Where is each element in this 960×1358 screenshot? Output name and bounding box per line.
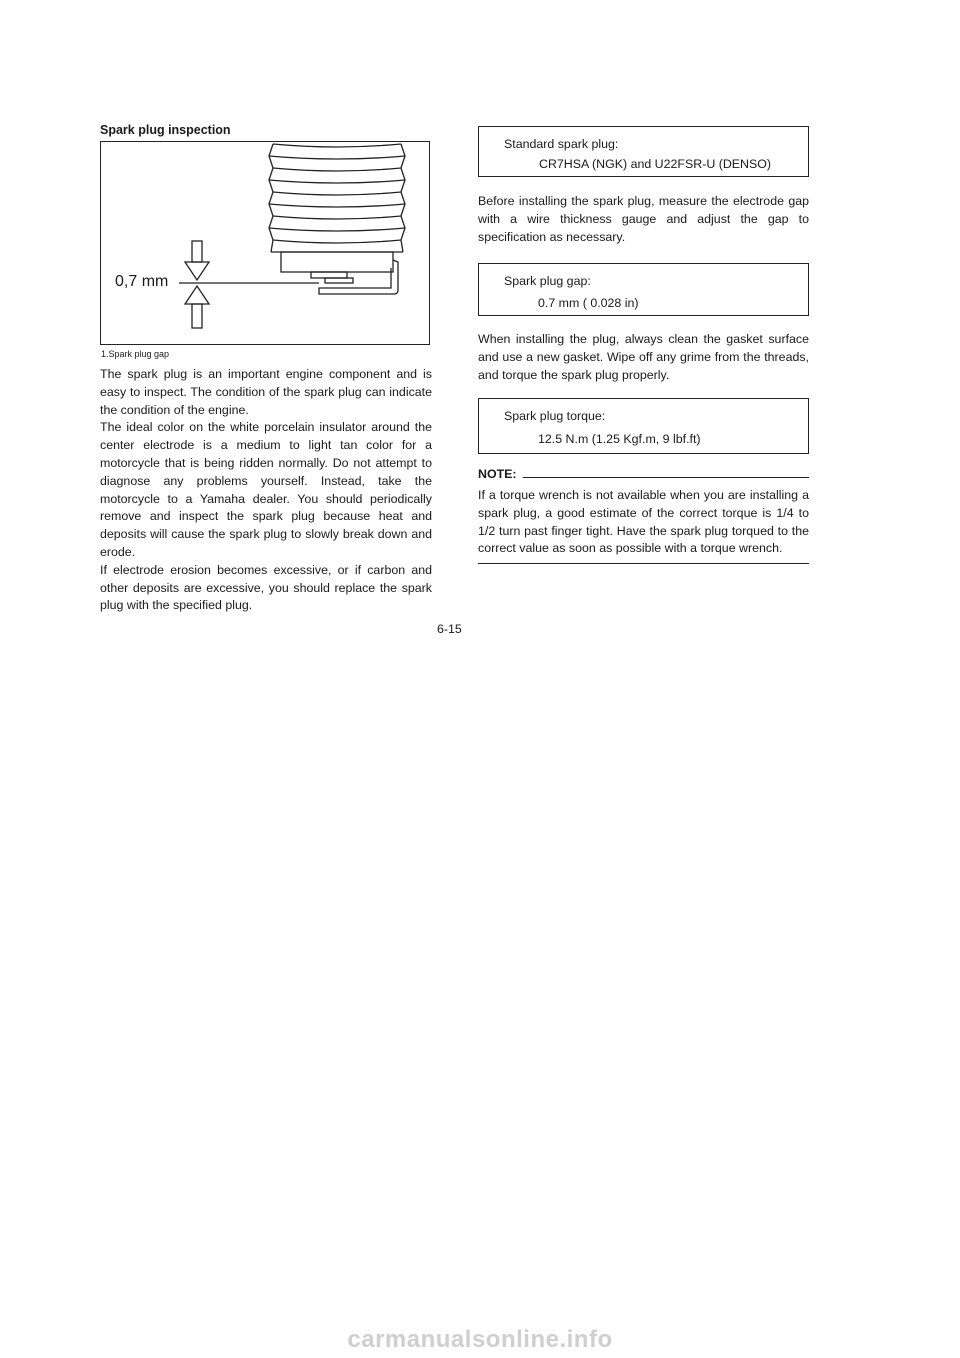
spec-box-standard-plug	[478, 126, 809, 177]
paragraph-install-text: When installing the plug, always clean the gasket surface and use a new gasket. Wipe off any grime from the threads, and torque the spark plug properly.	[478, 332, 809, 382]
spec-value: 12.5 N.m (1.25 Kgf.m, 9 lbf.ft)	[538, 432, 701, 446]
section-title: Spark plug inspection	[100, 123, 231, 137]
spec-value: CR7HSA (NGK) and U22FSR-U (DENSO)	[539, 157, 772, 171]
paragraph-gap	[478, 193, 809, 246]
spec-box-gap	[478, 263, 809, 316]
figure-caption: 1.Spark plug gap	[101, 349, 170, 359]
note-text-content: If a torque wrench is not available when you are installing a spark plug, a good estimate of the correct torque is 1/4 to 1/2 turn past finger tight. Have the spark plug torqued to the correct value as soon as possible with a torque wrench.	[478, 488, 809, 556]
spec-label: Standard spark plug:	[504, 137, 619, 151]
paragraph-intro: The spark plug is an important engine component and is easy to inspect. The condition of the spark plug can indicate the condition of the engine.	[100, 367, 432, 417]
paragraph-ideal-color: The ideal color on the white porcelain insulator around the center electrode is a medium to light tan color for a motorcycle that is being ridden normally. Do not attempt to diagnose any problems yourself. Instead, take the motorcycle to a Yamaha dealer. You should periodically remove and inspect the spark plug because heat and deposits will cause the spark plug to slowly break down and erode.	[100, 420, 432, 559]
page-number: 6-15	[437, 622, 462, 636]
paragraph-install	[478, 331, 809, 384]
left-column-text	[100, 366, 432, 615]
spark-plug-gap-figure	[100, 141, 430, 345]
gap-label: 0,7 mm	[115, 273, 169, 290]
watermark: carmanualsonline.info	[347, 1326, 613, 1353]
spec-label: Spark plug torque:	[504, 409, 606, 423]
spec-value: 0.7 mm ( 0.028 in)	[538, 296, 639, 310]
spec-label: Spark plug gap:	[504, 274, 591, 288]
spec-box-torque	[478, 398, 809, 454]
note-rule-bottom	[478, 563, 809, 564]
note-heading: NOTE:	[478, 467, 517, 481]
paragraph-gap-text: Before installing the spark plug, measure the electrode gap with a wire thickness gauge and adjust the gap to specification as necessary.	[478, 194, 809, 244]
spark-plug-diagram	[101, 142, 428, 343]
note-rule	[523, 477, 809, 478]
paragraph-erosion: If electrode erosion becomes excessive, or if carbon and other deposits are excessive, you should replace the spark plug with the specified plug.	[100, 562, 432, 613]
note-text	[478, 487, 809, 558]
